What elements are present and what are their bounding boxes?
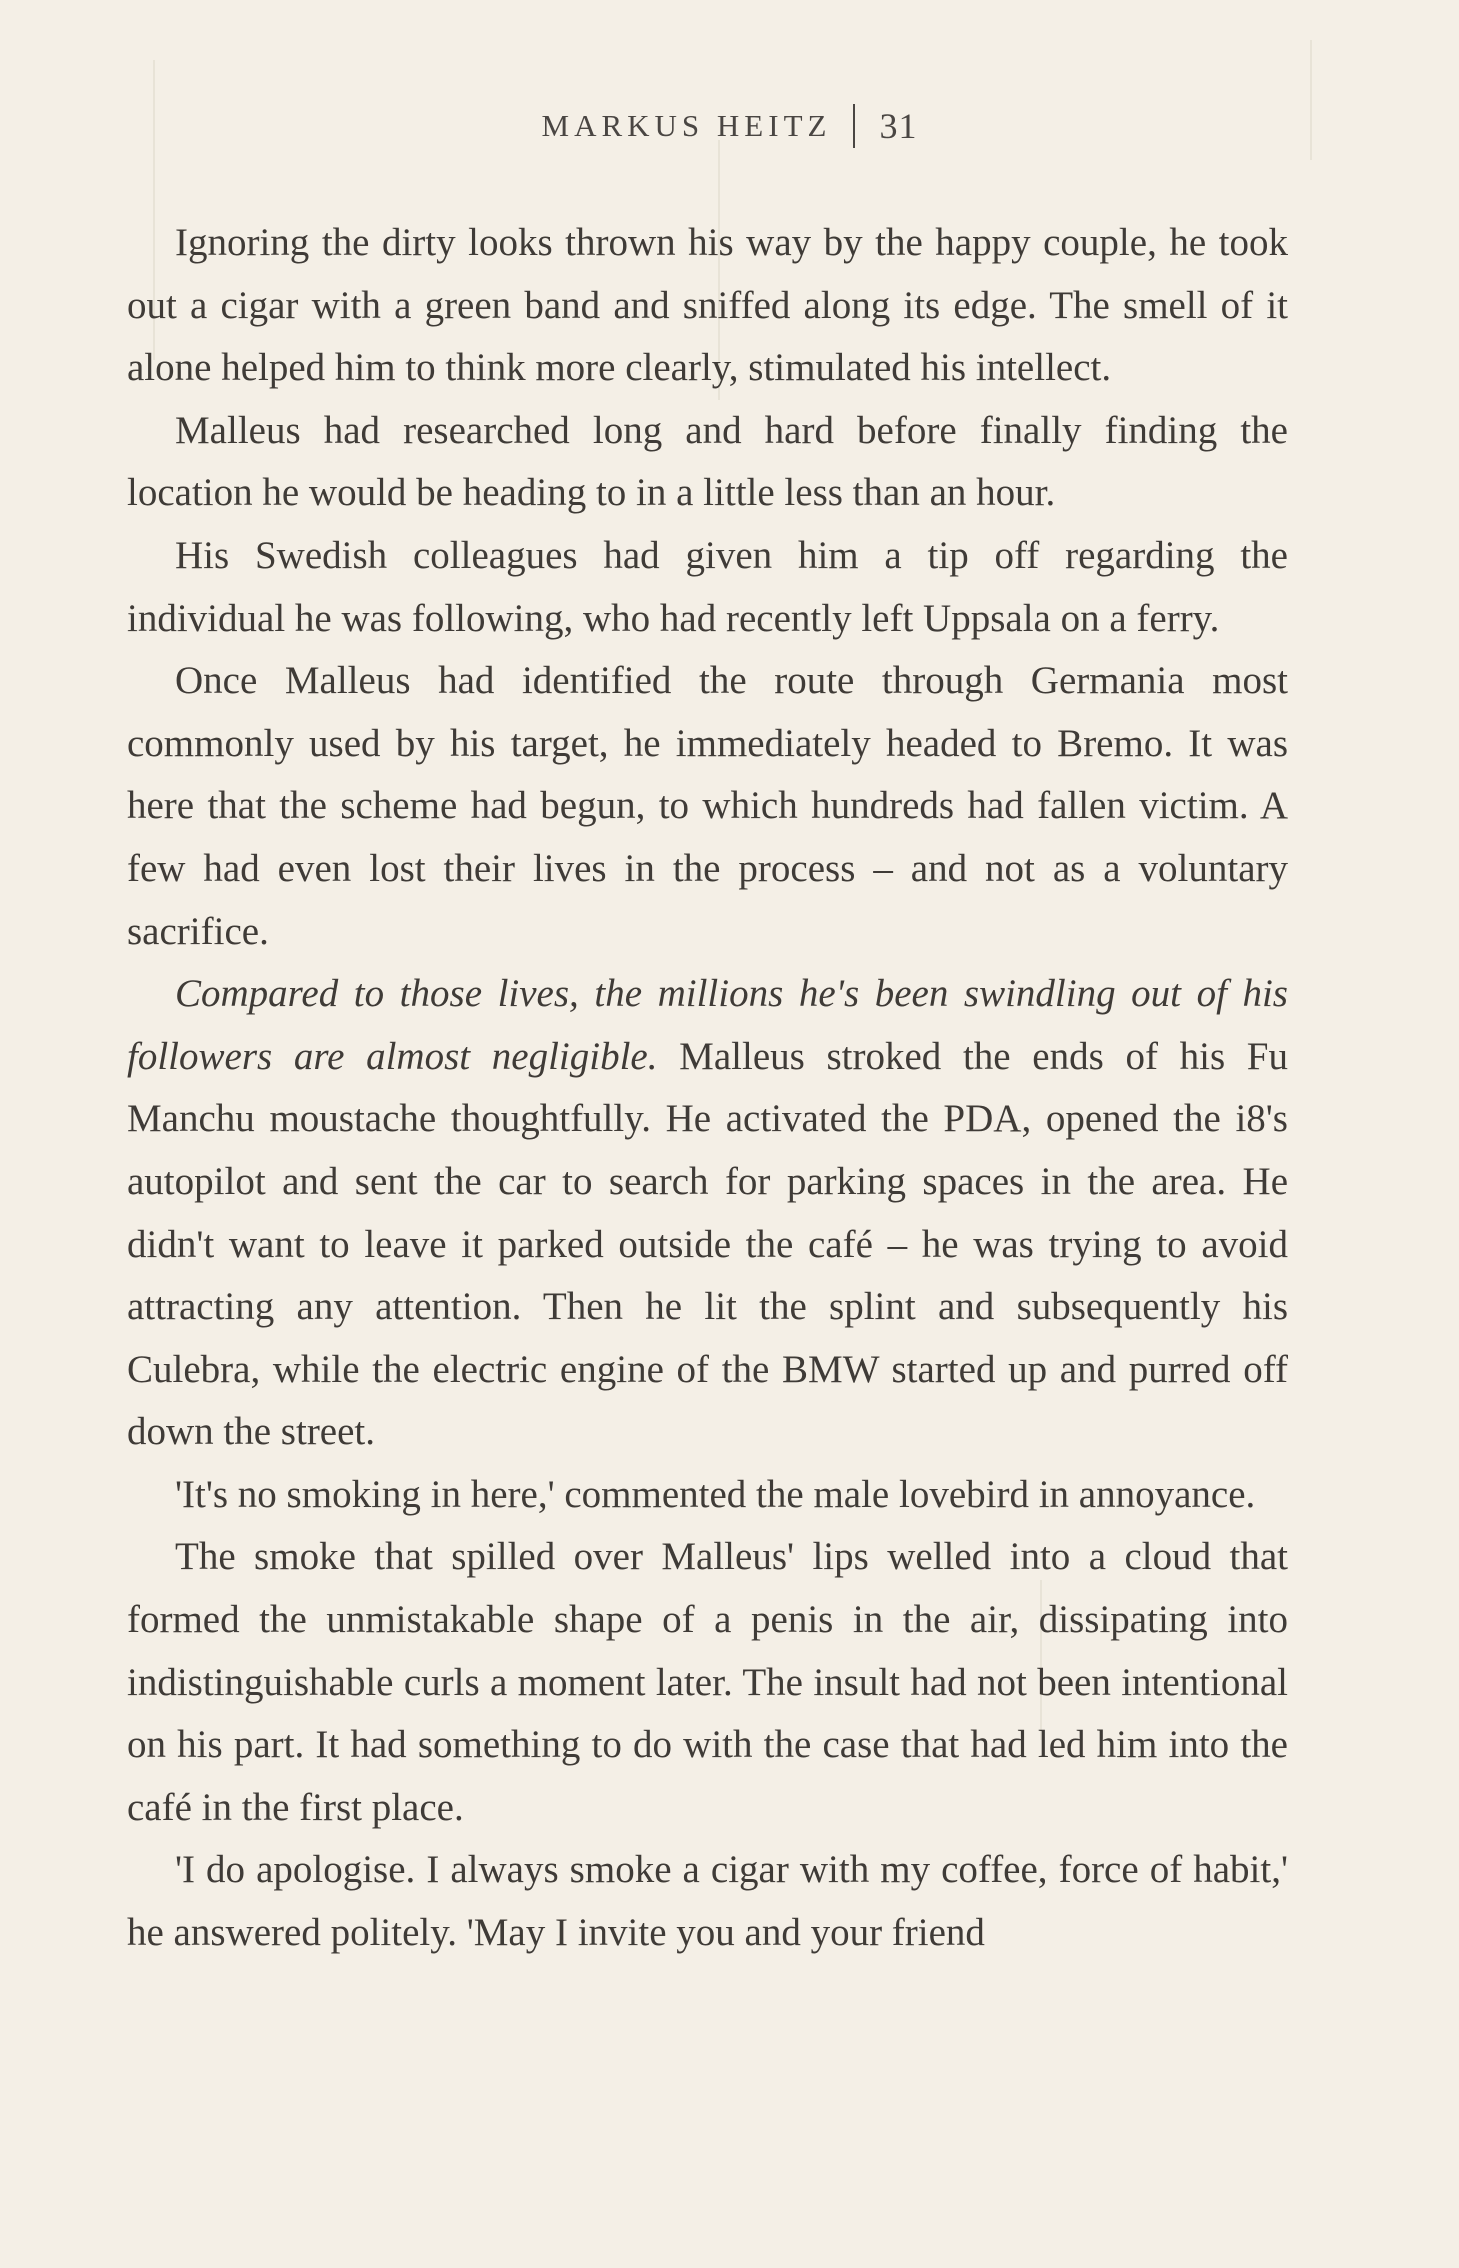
paragraph: The smoke that spilled over Malleus' lips welled into a cloud that formed the unmistakable shape of a penis in the air, dissipating into indistinguishable curls a moment later. The insult had not been intentional on his part. It had something to do with the case that had led him into the café in the first place.: [127, 1535, 1288, 1829]
running-header: [0, 98, 1459, 148]
paragraph-text: Malleus stroked the ends of his Fu Manchu moustache thoughtfully. He activated the PDA, opened the i8's autopilot and sent the car to search for parking spaces in the area. He didn't want to leave it parked outside the café – he was trying to avoid attracting any attention. Then he lit the splint and subsequently his Culebra, while the electric engine of the BMW started up and purred off down the street.: [127, 1034, 1288, 1454]
paragraph: Malleus had researched long and hard before finally finding the location he would be heading to in a little less than an hour.: [127, 408, 1288, 515]
paragraph: 'I do apologise. I always smoke a cigar with my coffee, force of habit,' he answered politely. 'May I invite you and your friend: [127, 1848, 1288, 1955]
paragraph: Once Malleus had identified the route through Germania most commonly used by his target, he immediately headed to Bremo. It was here that the scheme had begun, to which hundreds had fallen victim. A few had even lost their lives in the process – and not as a voluntary sacrifice.: [127, 659, 1288, 953]
header-divider: [853, 104, 855, 148]
page-number: 31: [879, 105, 918, 146]
italic-thought: Compared to those lives, the millions he's been swindling out of his followers are almost negligible.: [127, 972, 1288, 1078]
paragraph: His Swedish colleagues had given him a tip off regarding the individual he was following, who had recently left Uppsala on a ferry.: [127, 533, 1288, 640]
paragraph: [127, 963, 1288, 1464]
body-text: [127, 212, 1288, 1965]
header-author: MARKUS HEITZ: [541, 107, 832, 143]
paragraph: 'It's no smoking in here,' commented the male lovebird in annoyance.: [175, 1472, 1256, 1516]
paragraph: Ignoring the dirty looks thrown his way by the happy couple, he took out a cigar with a green band and sniffed along its edge. The smell of it alone helped him to think more clearly, stimulated his intellect.: [127, 221, 1288, 390]
